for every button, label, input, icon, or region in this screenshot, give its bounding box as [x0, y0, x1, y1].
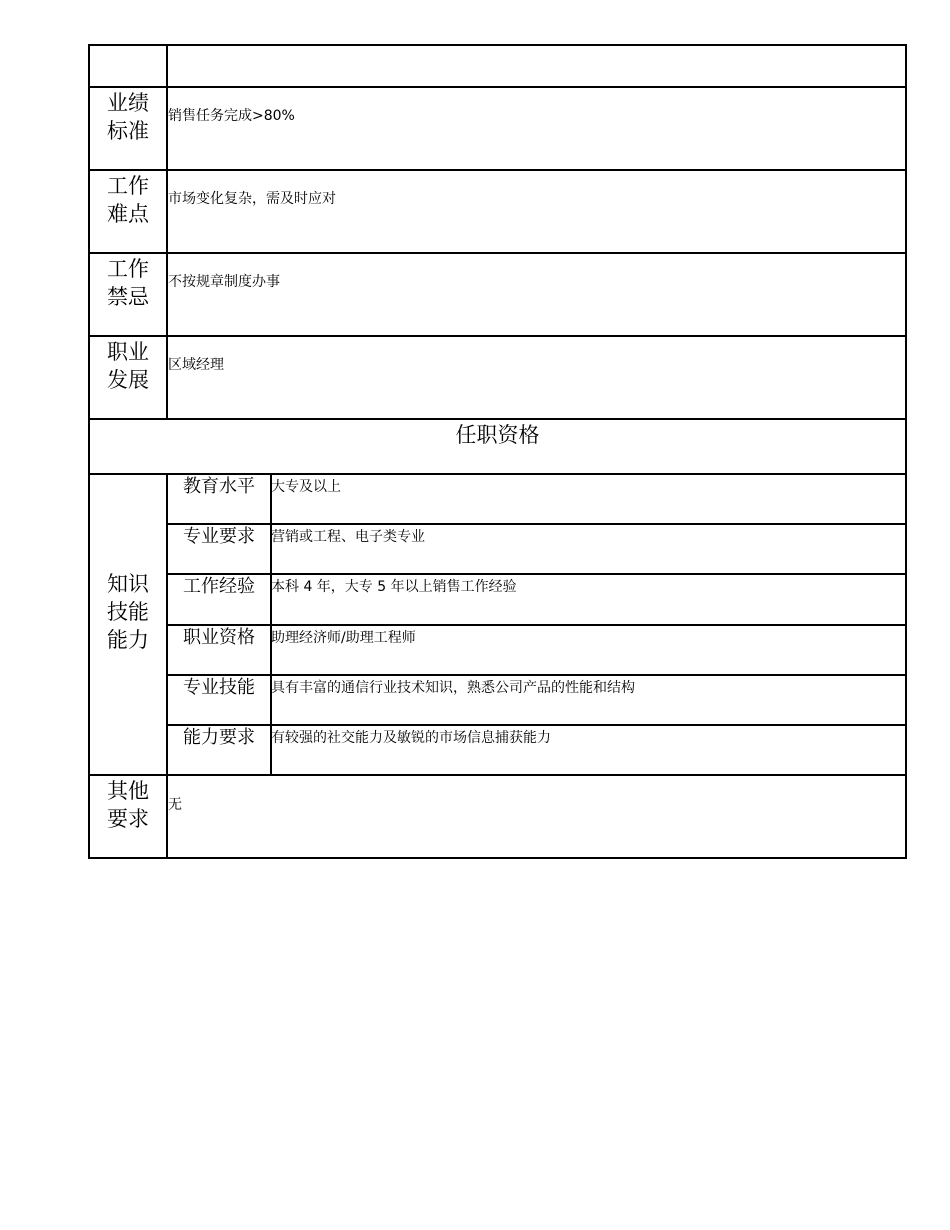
job-description-table	[88, 44, 907, 859]
row-value-performance-standard: 销售任务完成>80%	[168, 108, 295, 124]
qualification-value-certification: 助理经济师/助理工程师	[271, 630, 416, 646]
row-label-line: 标准	[107, 119, 149, 143]
row-divider	[88, 774, 907, 776]
row-label-line: 业绩	[107, 91, 149, 115]
row-divider	[88, 86, 907, 88]
qualification-label-education: 教育水平	[183, 476, 255, 497]
row-label-performance-standard	[88, 89, 168, 145]
qualification-label-experience: 工作经验	[183, 576, 255, 597]
row-label-line: 工作	[107, 174, 149, 198]
section-title-qualifications: 任职资格	[455, 423, 540, 447]
row-label-line: 发展	[107, 368, 149, 392]
row-divider	[88, 335, 907, 337]
row-value-other-requirements: 无	[168, 797, 182, 813]
row-label-career-development	[88, 338, 168, 394]
qualification-value-major: 营销或工程、电子类专业	[271, 529, 425, 545]
row-value-work-difficulties: 市场变化复杂，需及时应对	[168, 191, 336, 207]
row-label-line: 要求	[107, 807, 149, 831]
table-border-left	[88, 44, 90, 859]
group-label-line: 知识	[107, 572, 149, 596]
group-label-line: 能力	[107, 628, 149, 652]
sub-row-divider	[167, 624, 907, 626]
qualification-value-ability: 有较强的社交能力及敏锐的市场信息捕获能力	[271, 730, 551, 746]
row-label-work-difficulties	[88, 172, 168, 228]
row-label-line: 职业	[107, 340, 149, 364]
qualification-value-professional-skills: 具有丰富的通信行业技术知识，熟悉公司产品的性能和结构	[271, 680, 635, 696]
row-divider	[88, 252, 907, 254]
table-border-right	[905, 44, 907, 859]
row-label-other-requirements	[88, 777, 168, 833]
sub-row-divider	[167, 674, 907, 676]
sub-row-divider	[167, 724, 907, 726]
sub-row-divider	[167, 573, 907, 575]
qualification-value-experience: 本科 4 年，大专 5 年以上销售工作经验	[271, 579, 517, 595]
qualification-label-ability: 能力要求	[183, 727, 255, 748]
row-label-work-taboos	[88, 255, 168, 311]
group-label-line: 技能	[107, 600, 149, 624]
row-divider	[88, 418, 907, 420]
table-border-bottom	[88, 857, 907, 859]
table-border-top	[88, 44, 907, 46]
qualification-label-professional-skills: 专业技能	[183, 677, 255, 698]
row-value-work-taboos: 不按规章制度办事	[168, 274, 280, 290]
qualification-label-certification: 职业资格	[183, 627, 255, 648]
row-label-line: 其他	[107, 779, 149, 803]
group-label-knowledge-skills	[88, 570, 168, 654]
row-value-career-development: 区域经理	[168, 357, 224, 373]
row-divider	[88, 169, 907, 171]
row-label-line: 禁忌	[107, 285, 149, 309]
row-label-line: 工作	[107, 257, 149, 281]
row-label-line: 难点	[107, 202, 149, 226]
qualification-label-major: 专业要求	[183, 526, 255, 547]
qualification-value-education: 大专及以上	[271, 479, 341, 495]
sub-row-divider	[167, 523, 907, 525]
